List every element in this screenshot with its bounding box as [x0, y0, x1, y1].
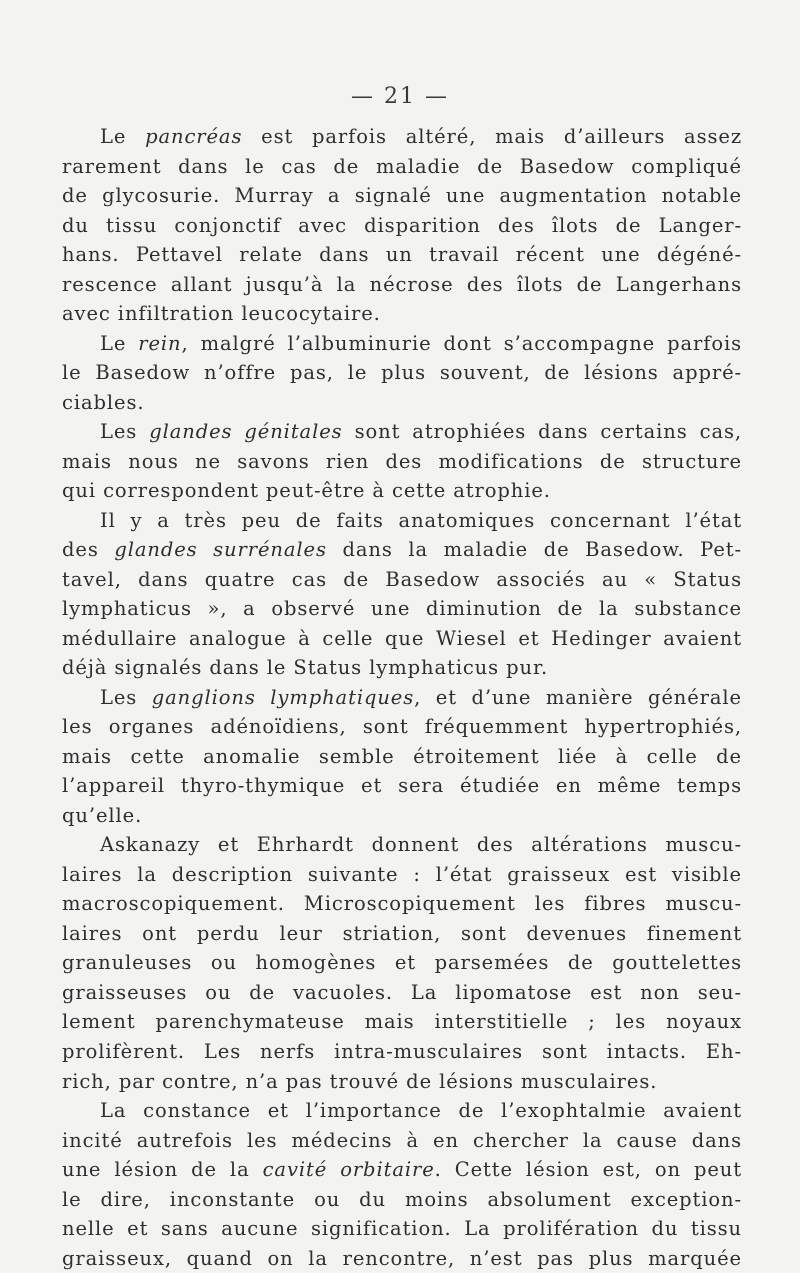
text-segment: Le: [100, 331, 139, 355]
italic-term: glandes surrénales: [114, 538, 327, 562]
text-line: [62, 1096, 742, 1126]
text-line: [62, 476, 742, 506]
text-line: [62, 1214, 742, 1244]
text-segment: Les: [100, 420, 150, 444]
text-segment: déjà signalés dans le Status lymphaticus pur.: [62, 656, 549, 680]
text-line: [62, 771, 742, 801]
text-line: [62, 683, 742, 713]
text-segment: ciables.: [62, 390, 145, 414]
text-segment: laires ont perdu leur striation, sont devenues finement: [62, 921, 742, 945]
text-segment: Il y a très peu de faits anatomiques concernant l’état: [100, 508, 742, 532]
text-segment: de glycosurie. Murray a signalé une augmentation notable: [62, 184, 742, 208]
text-segment: rarement dans le cas de maladie de Basedow compliqué: [62, 154, 742, 178]
italic-term: ganglions lymphatiques: [151, 685, 415, 709]
text-line: [62, 653, 742, 683]
text-segment: mais cette anomalie semble étroitement liée à celle de: [62, 744, 742, 768]
text-segment: prolifèrent. Les nerfs intra-musculaires sont intacts. Eh-: [62, 1039, 742, 1063]
text-segment: lymphaticus », a observé une diminution de la substance: [62, 597, 742, 621]
text-line: [62, 122, 742, 152]
text-segment: le dire, inconstante ou du moins absolument exception-: [62, 1187, 742, 1211]
text-line: [62, 270, 742, 300]
text-segment: Le: [100, 125, 146, 148]
text-line: [62, 1155, 742, 1185]
italic-term: pancréas: [145, 125, 243, 148]
text-line: [62, 299, 742, 329]
text-segment: lement parenchymateuse mais interstitielle ; les noyaux: [62, 1010, 742, 1034]
text-line: [62, 358, 742, 388]
text-segment: nelle et sans aucune signification. La prolifération du tissu: [62, 1217, 742, 1241]
text-line: [62, 447, 742, 477]
text-segment: granuleuses ou homogènes et parsemées de gouttelettes: [62, 951, 742, 975]
text-segment: une lésion de la: [62, 1158, 263, 1182]
text-line: [62, 417, 742, 447]
text-segment: l’appareil thyro-thymique et sera étudiée en même temps: [62, 774, 742, 798]
text-segment: hans. Pettavel relate dans un travail récent une dégéné-: [62, 243, 742, 267]
italic-term: cavité orbitaire: [262, 1158, 435, 1182]
text-line: [62, 535, 742, 565]
italic-term: glandes génitales: [149, 420, 343, 444]
text-line: [62, 830, 742, 860]
text-line: [62, 1244, 742, 1273]
text-line: [62, 211, 742, 241]
text-line: [62, 860, 742, 890]
text-segment: laires la description suivante : l’état graisseux est visible: [62, 862, 742, 886]
text-line: [62, 978, 742, 1008]
text-segment: incité autrefois les médecins à en chercher la cause dans: [62, 1128, 742, 1152]
text-line: [62, 1126, 742, 1156]
text-line: [62, 181, 742, 211]
text-line: [62, 506, 742, 536]
text-line: [62, 1185, 742, 1215]
text-segment: , et d’une manière générale: [414, 685, 742, 709]
text-line: [62, 329, 742, 359]
text-line: [62, 565, 742, 595]
text-segment: Les: [100, 685, 152, 709]
text-line: [62, 712, 742, 742]
page-number: — 21 —: [351, 84, 449, 109]
text-line: [62, 919, 742, 949]
text-segment: est parfois altéré, mais d’ailleurs assez: [242, 125, 742, 148]
text-segment: rescence allant jusqu’à la nécrose des îlots de Langerhans: [62, 272, 742, 296]
body-text: [62, 122, 742, 1273]
italic-term: rein: [138, 331, 182, 355]
text-segment: . Cette lésion est, on peut: [434, 1158, 742, 1182]
text-segment: le Basedow n’offre pas, le plus souvent, de lésions appré-: [62, 361, 742, 385]
text-segment: avec infiltration leucocytaire.: [62, 302, 381, 326]
text-line: [62, 594, 742, 624]
text-line: [62, 948, 742, 978]
text-line: [62, 801, 742, 831]
text-segment: du tissu conjonctif avec disparition des îlots de Langer-: [62, 213, 742, 237]
text-line: [62, 1037, 742, 1067]
text-line: [62, 889, 742, 919]
text-line: [62, 624, 742, 654]
text-line: [62, 1007, 742, 1037]
text-segment: dans la maladie de Basedow. Pet-: [326, 538, 742, 562]
text-segment: rich, par contre, n’a pas trouvé de lésions musculaires.: [62, 1069, 658, 1093]
text-segment: des: [62, 538, 115, 562]
text-segment: les organes adénoïdiens, sont fréquemment hypertrophiés,: [62, 715, 742, 739]
text-line: [62, 152, 742, 182]
text-line: [62, 388, 742, 418]
text-segment: qu’elle.: [62, 803, 143, 827]
text-line: [62, 240, 742, 270]
text-line: [62, 742, 742, 772]
text-segment: Askanazy et Ehrhardt donnent des altérations muscu-: [100, 833, 742, 857]
text-segment: tavel, dans quatre cas de Basedow associés au « Status: [62, 567, 742, 591]
text-segment: , malgré l’albuminurie dont s’accompagne parfois: [181, 331, 742, 355]
text-segment: mais nous ne savons rien des modifications de structure: [62, 449, 742, 473]
text-segment: La constance et l’importance de l’exophtalmie avaient: [100, 1099, 742, 1123]
text-segment: graisseux, quand on la rencontre, n’est pas plus marquée: [62, 1246, 742, 1270]
text-segment: sont atrophiées dans certains cas,: [342, 420, 742, 444]
text-segment: qui correspondent peut-être à cette atrophie.: [62, 479, 551, 503]
text-segment: graisseuses ou de vacuoles. La lipomatose est non seu-: [62, 980, 742, 1004]
text-segment: médullaire analogue à celle que Wiesel et Hedinger avaient: [62, 626, 742, 650]
text-segment: macroscopiquement. Microscopiquement les fibres muscu-: [62, 892, 742, 916]
text-line: [62, 1067, 742, 1097]
